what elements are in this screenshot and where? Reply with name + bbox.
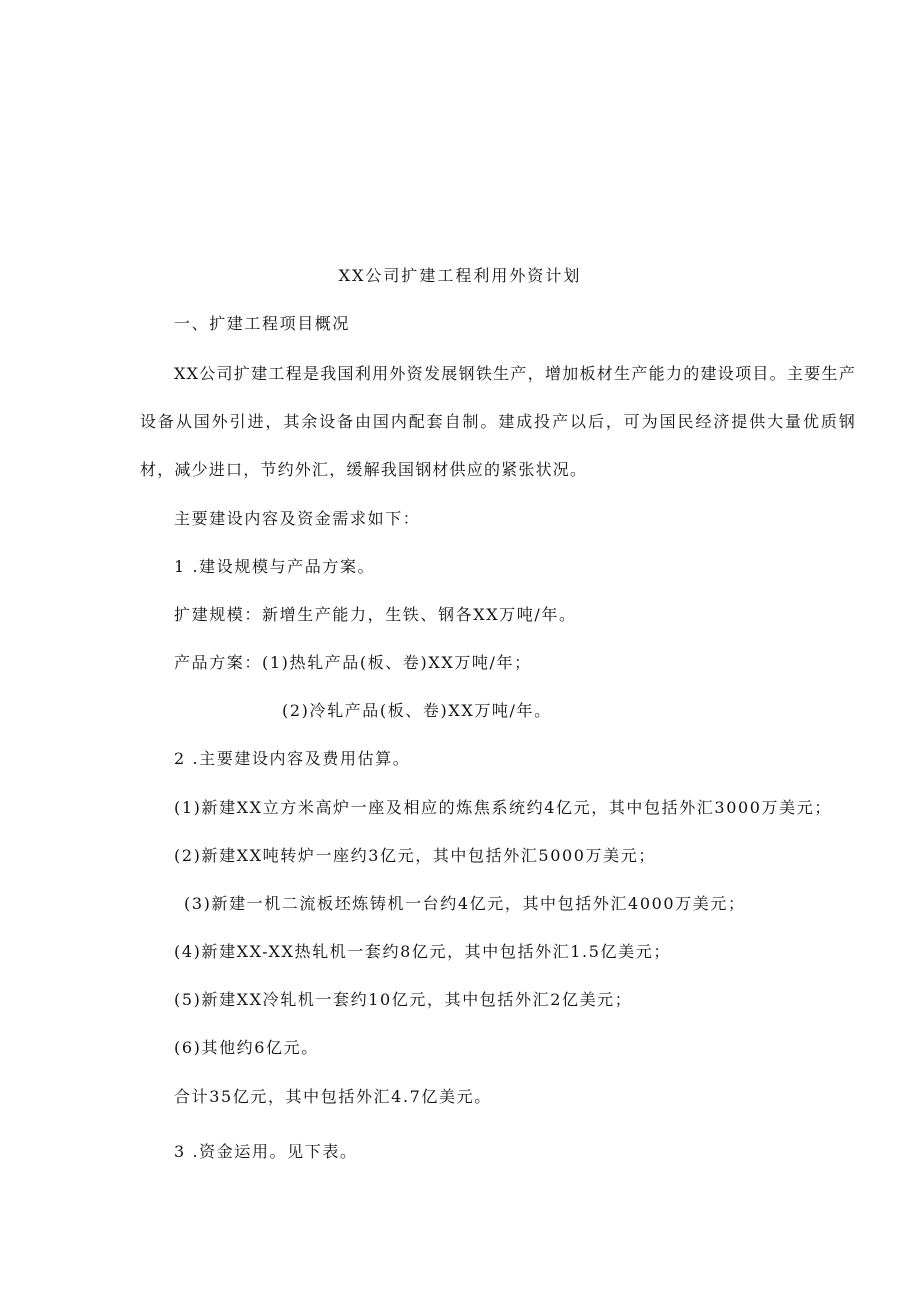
item-heading: 3 .资金运用。见下表。 — [174, 1142, 358, 1161]
total-line: 合计35亿元，其中包括外汇4.7亿美元。 — [174, 1087, 492, 1106]
section-heading: 一、扩建工程项目概况 — [174, 314, 351, 333]
item-heading: 1 .建设规模与产品方案。 — [174, 557, 376, 576]
product-plan-line: 产品方案：(1)热轧产品(板、卷)XX万吨/年； — [174, 653, 532, 672]
requirements-intro: 主要建设内容及资金需求如下： — [174, 509, 421, 528]
intro-paragraph: XX公司扩建工程是我国利用外资发展钢铁生产，增加板材生产能力的建设项目。主要生产设备从国外引进，其余设备由国内配套自制。建成投产以后，可为国民经济提供大量优质钢材，减少进口，节约外汇，缓解我国钢材供应的紧张状况。 — [140, 364, 856, 479]
cost-item: (4)新建XX-XX热轧机一套约8亿元，其中包括外汇1.5亿美元； — [174, 942, 671, 961]
scale-line: 扩建规模：新增生产能力，生铁、钢各XX万吨/年。 — [174, 605, 577, 624]
document-title: XX公司扩建工程利用外资计划 — [338, 266, 582, 285]
item-heading: 2 .主要建设内容及费用估算。 — [174, 749, 411, 768]
cost-item: (6)其他约6亿元。 — [174, 1038, 319, 1057]
cost-item: (3)新建一机二流板坯炼铸机一台约4亿元，其中包括外汇4000万美元； — [184, 894, 746, 913]
product-plan-line: (2)冷轧产品(板、卷)XX万吨/年。 — [282, 701, 552, 720]
cost-item: (2)新建XX吨转炉一座约3亿元，其中包括外汇5000万美元； — [174, 846, 656, 865]
cost-item: (1)新建XX立方米高炉一座及相应的炼焦系统约4亿元，其中包括外汇3000万美元； — [174, 798, 832, 817]
cost-item: (5)新建XX冷轧机一套约10亿元，其中包括外汇2亿美元； — [174, 990, 633, 1009]
